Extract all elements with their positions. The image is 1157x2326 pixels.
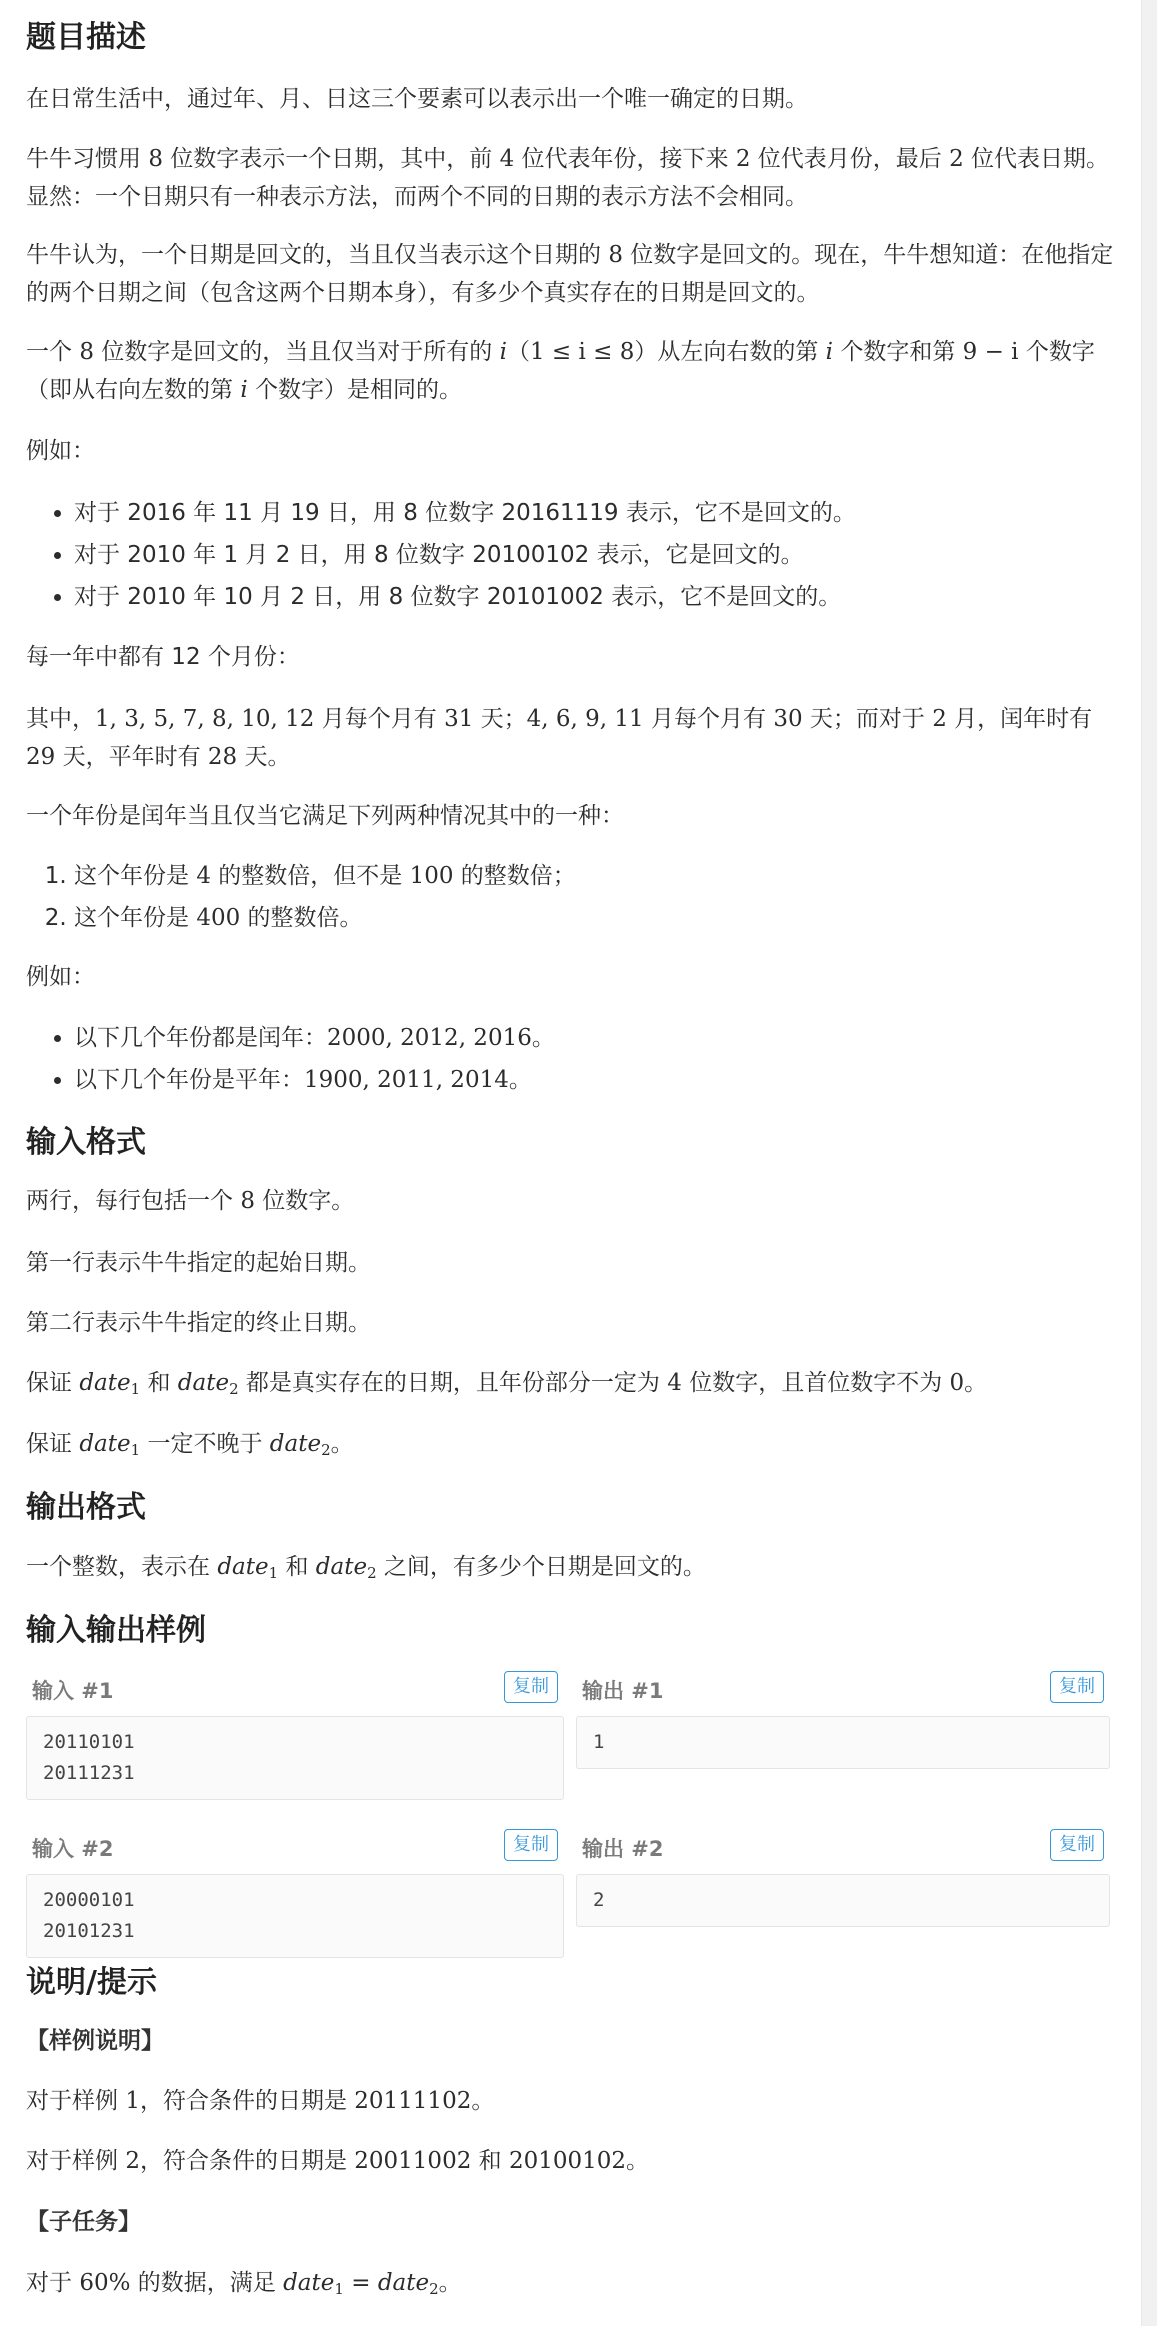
sample-output-2-box[interactable] [576,1874,1110,1927]
desc-paragraph-2: 牛牛习惯用 8 位数字表示一个日期，其中，前 4 位代表年份，接下来 2 位代表月份，最后 2 位代表日期。显然：一个日期只有一种表示方法，而两个不同的日期的表示方法不会相同。 [26,146,1110,210]
sample-line: 20101231 [43,1920,135,1942]
sample-line: 2 [593,1889,605,1911]
copy-output-1-button[interactable]: 复制 [1050,1671,1104,1703]
list-item: • 对于 2010 年 1 月 2 日，用 8 位数字 20100102 表示，它是回文的。 [74,536,1124,574]
sample-input-2-title: 输入 #2 [32,1837,114,1861]
sample-line: 20111231 [43,1762,135,1784]
desc-paragraph-4: 一个 8 位数字是回文的，当且仅当对于所有的 i（1 ≤ i ≤ 8）从左向右数的第 i 个数字和第 9 − i 个数字（即从右向左数的第 i 个数字）是相同的。 [26,339,1095,403]
section-title-input-format: 输入格式 [26,1125,146,1160]
sample-input-1-box[interactable] [26,1716,564,1800]
hint-sample-1: 对于样例 1，符合条件的日期是 20111102。 [26,2088,495,2114]
output-paragraph-1: 一个整数，表示在 date$_1$ 和 date$_2$ 之间，有多少个日期是回文的。 [26,1554,706,1582]
sample-input-1 [26,1668,564,1800]
list-item: • 以下几个年份是平年：1900, 2011, 2014。 [74,1061,1124,1099]
sample-line: 1 [593,1731,605,1753]
sample-explanation-label: 【样例说明】 [26,2028,164,2054]
section-title-output-format: 输出格式 [26,1490,146,1525]
sample-line: 20000101 [43,1889,135,1911]
sample-output-2-title: 输出 #2 [582,1837,664,1861]
copy-input-2-button[interactable]: 复制 [504,1829,558,1861]
sample-output-1 [576,1668,1110,1769]
list-item: 1. 这个年份是 4 的整数倍，但不是 100 的整数倍； [74,857,1124,895]
section-title-hints: 说明/提示 [26,1965,157,2000]
desc-paragraph-3: 牛牛认为，一个日期是回文的，当且仅当表示这个日期的 8 位数字是回文的。现在，牛牛想知道：在他指定的两个日期之间（包含这两个日期本身），有多少个真实存在的日期是回文的。 [26,242,1114,306]
leap-rules-list [26,857,1124,937]
input-paragraph-1: 两行，每行包括一个 8 位数字。 [26,1188,355,1214]
days-paragraph: 其中，1, 3, 5, 7, 8, 10, 12 月每个月有 31 天；4, 6, 9, 11 月每个月有 30 天；而对于 2 月，闰年时有 29 天，平年时有 28 天。 [26,706,1093,770]
input-paragraph-5: 保证 date$_1$ 一定不晚于 date$_2$。 [26,1431,354,1459]
input-paragraph-4: 保证 date$_1$ 和 date$_2$ 都是真实存在的日期，且年份部分一定为 4 位数字，且首位数字不为 0。 [26,1370,988,1398]
sample-output-2 [576,1826,1110,1927]
list-item: • 以下几个年份都是闰年：2000, 2012, 2016。 [74,1019,1124,1057]
section-title-samples: 输入输出样例 [26,1613,206,1648]
hint-subtask: 对于 60% 的数据，满足 date$_1$ = date$_2$。 [26,2270,462,2298]
scrollbar[interactable] [1141,0,1157,2326]
example-list [26,494,1124,616]
sample-input-1-title: 输入 #1 [32,1679,114,1703]
leap-example-list [26,1019,1124,1099]
copy-input-1-button[interactable]: 复制 [504,1671,558,1703]
months-line: 每一年中都有 12 个月份： [26,644,300,670]
example-label-2: 例如： [26,964,95,990]
list-item: • 对于 2010 年 10 月 2 日，用 8 位数字 20101002 表示，它不是回文的。 [74,578,1124,616]
sample-input-2-box[interactable] [26,1874,564,1958]
leap-intro: 一个年份是闰年当且仅当它满足下列两种情况其中的一种： [26,803,624,829]
sample-output-1-box[interactable] [576,1716,1110,1769]
subtask-label: 【子任务】 [26,2209,141,2235]
list-item: 2. 这个年份是 400 的整数倍。 [74,899,1124,937]
list-item: • 对于 2016 年 11 月 19 日，用 8 位数字 20161119 表示，它不是回文的。 [74,494,1124,532]
hint-sample-2: 对于样例 2，符合条件的日期是 20011002 和 20100102。 [26,2148,650,2174]
input-paragraph-2: 第一行表示牛牛指定的起始日期。 [26,1250,371,1276]
example-label: 例如： [26,438,95,464]
section-title-description: 题目描述 [26,20,146,55]
input-paragraph-3: 第二行表示牛牛指定的终止日期。 [26,1310,371,1336]
sample-input-2 [26,1826,564,1958]
sample-line: 20110101 [43,1731,135,1753]
desc-paragraph-1: 在日常生活中，通过年、月、日这三个要素可以表示出一个唯一确定的日期。 [26,86,808,112]
copy-output-2-button[interactable]: 复制 [1050,1829,1104,1861]
sample-output-1-title: 输出 #1 [582,1679,664,1703]
